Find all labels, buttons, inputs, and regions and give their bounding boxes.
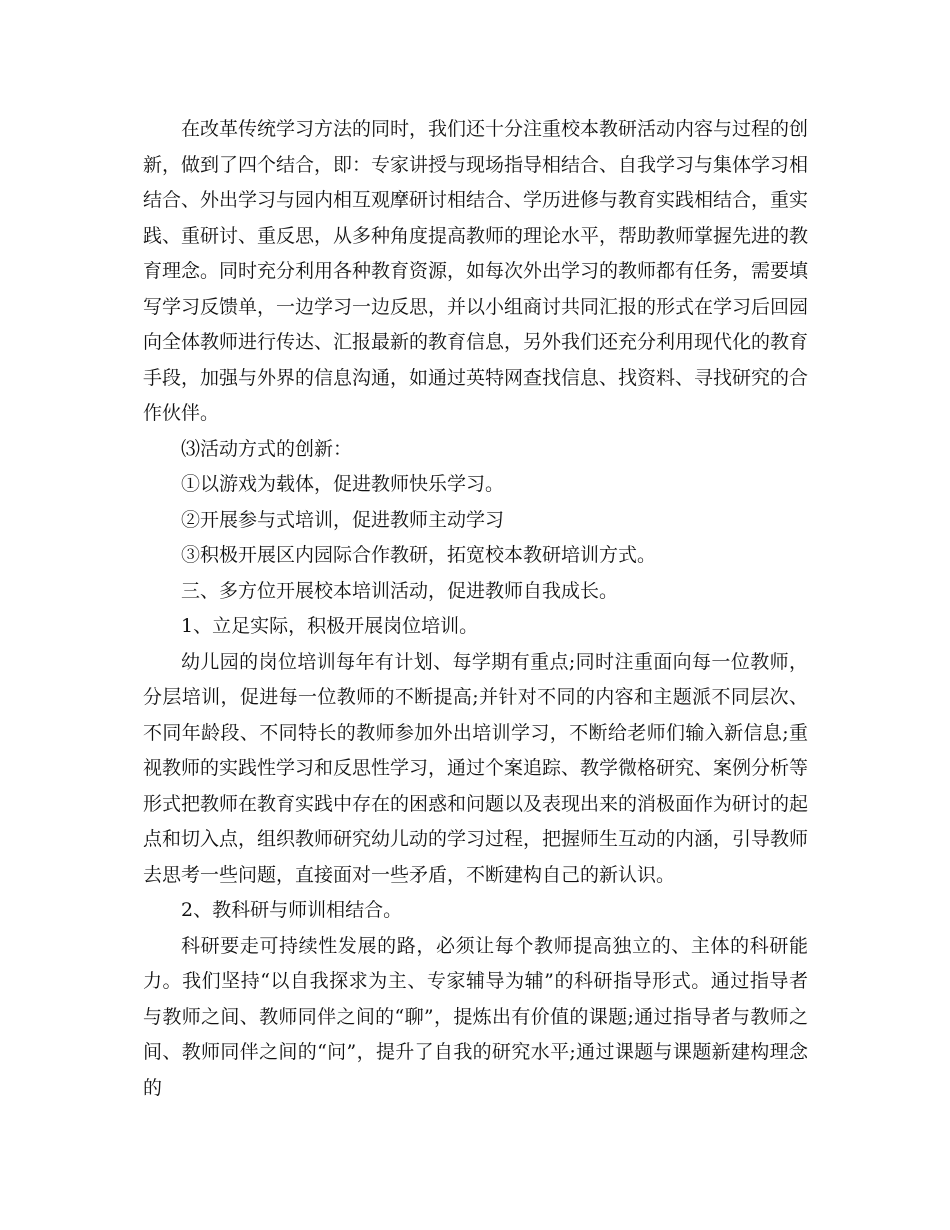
subheading-research-training: 2、教科研与师训相结合。 — [181, 899, 403, 921]
paragraph-research: 科研要走可持续性发展的路，必须让每个教师提高独立的、主体的科研能力。我们坚持“以自我探求为主、专家辅导为辅”的科研指导形式。通过指导者与教师之间、教师同伴之间的“聊”，提炼出有价值的课题;通过指导者与教师之间、教师同伴之间的“问”，提升了自我的研究水平;通过课题与课题新建构理念的 — [143, 934, 808, 1099]
section-heading-three: 三、多方位开展校本培训活动，促进教师自我成长。 — [181, 579, 619, 602]
paragraph-item-2: ②开展参与式培训，促进教师主动学习 — [181, 508, 505, 531]
subheading-post-training: 1、立足实际，积极开展岗位培训。 — [181, 615, 479, 637]
paragraph-item-1: ①以游戏为载体，促进教师快乐学习。 — [181, 473, 505, 495]
paragraph-item-3: ③积极开展区内园际合作教研，拓宽校本教研培训方式。 — [181, 544, 657, 566]
paragraph-post-training: 幼儿园的岗位培训每年有计划、每学期有重点;同时注重面向每一位教师，分层培训，促进每一位教师的不断提高;并针对不同的内容和主题派不同层次、不同年龄段、不同特长的教师参加外出培训学习，不断给老师们输入新信息;重视教师的实践性学习和反思性学习，通过个案追踪、教学微格研究、案例分析等形式把教师在教育实践中存在的困惑和问题以及表现出来的消极面作为研讨的起点和切入点，组织教师研究幼儿动的学习过程，把握师生互动的内涵，引导教师去思考一些问题，直接面对一些矛盾，不断建构自己的新认识。 — [143, 650, 809, 886]
paragraph-innovation-content: 在改革传统学习方法的同时，我们还十分注重校本教研活动内容与过程的创新，做到了四个结合，即：专家讲授与现场指导相结合、自我学习与集体学习相结合、外出学习与园内相互观摩研讨相结合、学历进修与教育实践相结合，重实践、重研讨、重反思，从多种角度提高教师的理论水平，帮助教师掌握先进的教育理念。同时充分利用各种教育资源，如每次外出学习的教师都有任务，需要填写学习反馈单，一边学习一边反思，并以小组商讨共同汇报的形式在学习后回园向全体教师进行传达、汇报最新的教育信息，另外我们还充分利用现代化的教育手段，加强与外界的信息沟通，如通过英特网查找信息、找资料、寻找研究的合作伙伴。 — [143, 118, 809, 424]
paragraph-activity-heading: ⑶活动方式的创新： — [181, 437, 353, 460]
document-body — [143, 112, 808, 1106]
